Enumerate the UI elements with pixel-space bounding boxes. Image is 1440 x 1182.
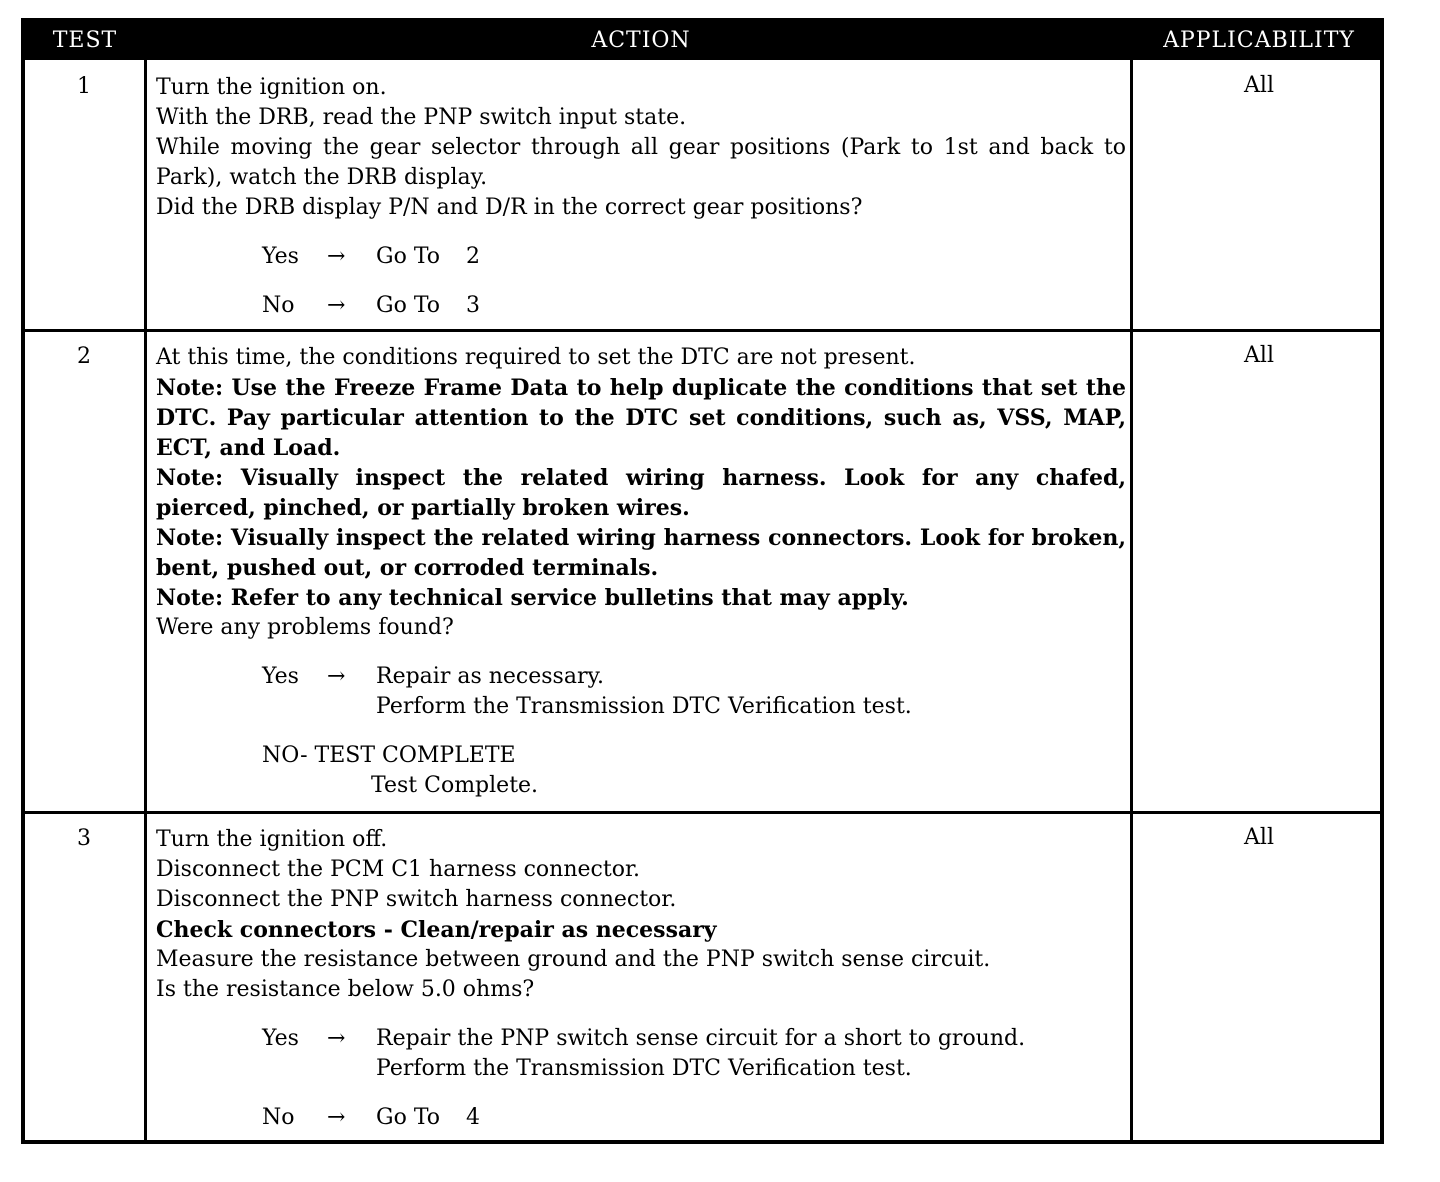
no-branch bbox=[156, 741, 1126, 801]
yes-result: Perform the Transmission DTC Verification test. bbox=[376, 694, 912, 719]
goto-target: 4 bbox=[466, 1105, 480, 1130]
action-line: With the DRB, read the PNP switch input state. bbox=[156, 105, 687, 130]
header-action: ACTION bbox=[591, 28, 691, 53]
yes-result: Repair the PNP switch sense circuit for a short to ground. bbox=[376, 1026, 1026, 1051]
arrow-icon: → bbox=[327, 1026, 346, 1051]
test-number: 1 bbox=[77, 74, 91, 99]
no-branch bbox=[156, 291, 1126, 321]
column-divider bbox=[1130, 60, 1133, 1140]
yes-branch bbox=[156, 242, 1126, 272]
arrow-icon: → bbox=[327, 293, 346, 318]
row-divider bbox=[25, 329, 1380, 332]
action-line: Disconnect the PNP switch harness connector. bbox=[156, 887, 677, 912]
yes-result: Perform the Transmission DTC Verification test. bbox=[376, 1056, 912, 1081]
action-cell bbox=[156, 825, 1126, 1133]
yes-result: Repair as necessary. bbox=[376, 664, 604, 689]
action-question: Were any problems found? bbox=[156, 615, 454, 640]
goto-label: Go To bbox=[376, 244, 441, 269]
yes-label: Yes bbox=[262, 664, 299, 689]
test-number: 2 bbox=[77, 344, 91, 369]
note-text: Note: Refer to any technical service bulletins that may apply. bbox=[156, 585, 909, 611]
column-divider bbox=[144, 60, 147, 1140]
no-result: Test Complete. bbox=[371, 773, 539, 798]
diagnostic-table bbox=[21, 18, 1384, 1144]
applicability-value: All bbox=[1244, 343, 1274, 368]
goto-target: 3 bbox=[466, 293, 480, 318]
row-divider bbox=[25, 811, 1380, 814]
no-branch bbox=[156, 1103, 1126, 1133]
action-question: Did the DRB display P/N and D/R in the correct gear positions? bbox=[156, 195, 863, 220]
note-text: Note: Visually inspect the related wiring harness connectors. Look for broken, bent, pushed out, or corroded terminals. bbox=[156, 525, 1126, 581]
action-question: Is the resistance below 5.0 ohms? bbox=[156, 977, 535, 1002]
action-line: Disconnect the PCM C1 harness connector. bbox=[156, 857, 641, 882]
applicability-value: All bbox=[1244, 825, 1274, 850]
yes-branch bbox=[156, 662, 1126, 722]
yes-branch bbox=[156, 1024, 1126, 1084]
table-header bbox=[25, 22, 1380, 60]
action-cell bbox=[156, 73, 1126, 321]
arrow-icon: → bbox=[327, 664, 346, 689]
header-test: TEST bbox=[52, 28, 118, 53]
note-text: Note: Visually inspect the related wiring harness. Look for any chafed, pierced, pinched, or partially broken wires. bbox=[156, 465, 1126, 521]
no-label: NO- TEST COMPLETE bbox=[262, 743, 516, 768]
goto-label: Go To bbox=[376, 1105, 441, 1130]
action-cell bbox=[156, 343, 1126, 801]
test-number: 3 bbox=[77, 826, 91, 851]
action-line: Measure the resistance between ground and the PNP switch sense circuit. bbox=[156, 947, 991, 972]
goto-label: Go To bbox=[376, 293, 441, 318]
goto-target: 2 bbox=[466, 244, 480, 269]
note-text: Note: Use the Freeze Frame Data to help duplicate the conditions that set the DTC. Pay particular attention to the DTC set conditions, such as, VSS, MAP, ECT, and Load. bbox=[156, 375, 1126, 461]
note-text: Check connectors - Clean/repair as necessary bbox=[156, 917, 717, 943]
no-label: No bbox=[262, 293, 295, 318]
no-label: No bbox=[262, 1105, 295, 1130]
applicability-value: All bbox=[1244, 73, 1274, 98]
header-applicability: APPLICABILITY bbox=[1163, 28, 1355, 53]
yes-label: Yes bbox=[262, 244, 299, 269]
yes-label: Yes bbox=[262, 1026, 299, 1051]
action-line: Turn the ignition on. bbox=[156, 75, 387, 100]
action-line: Turn the ignition off. bbox=[156, 827, 388, 852]
arrow-icon: → bbox=[327, 1105, 346, 1130]
arrow-icon: → bbox=[327, 244, 346, 269]
action-line: At this time, the conditions required to set the DTC are not present. bbox=[156, 345, 916, 370]
action-line: While moving the gear selector through all gear positions (Park to 1st and back to Park), watch the DRB display. bbox=[156, 135, 1126, 190]
